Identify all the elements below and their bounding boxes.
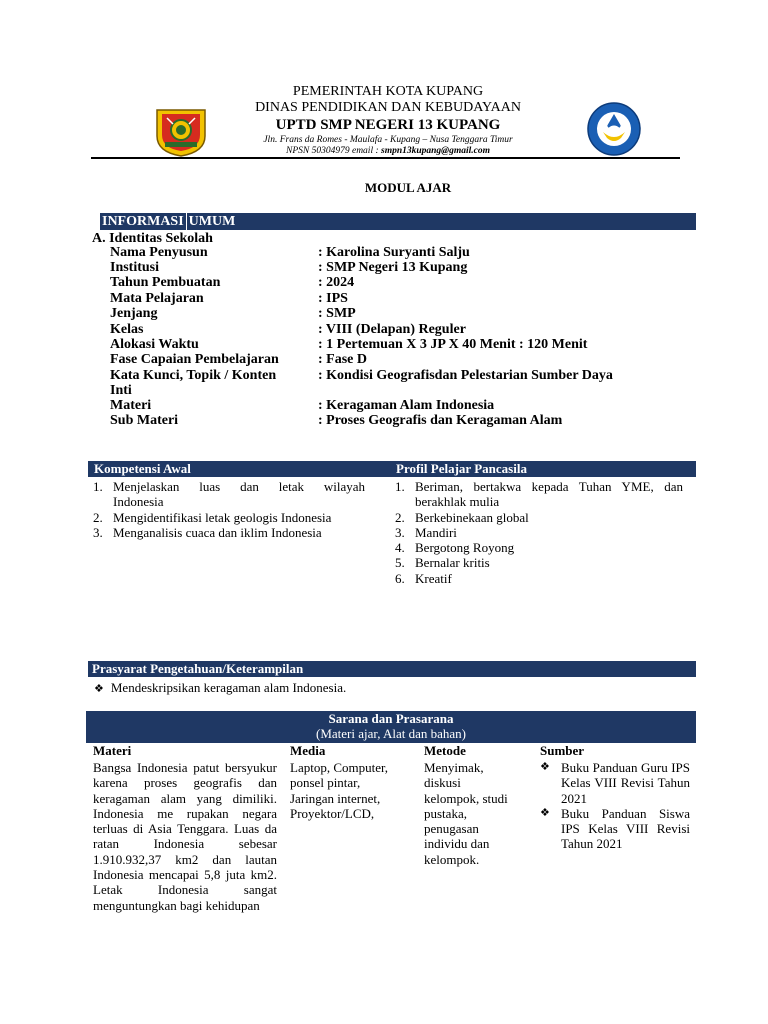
identitas-value: : VIII (Delapan) Reguler <box>318 322 466 337</box>
identitas-value: : Fase D <box>318 352 367 367</box>
identitas-value: : SMP <box>318 306 356 321</box>
sumber-text: Buku Panduan Guru IPS Kelas VIII Revisi Tahun 2021 <box>561 760 690 806</box>
identitas-value: : Karolina Suryanti Salju <box>318 245 470 260</box>
sumber-text: Buku Panduan Siswa IPS Kelas VIII Revisi Tahun 2021 <box>561 805 690 852</box>
metode-column <box>424 760 534 867</box>
list-text: Beriman, bertakwa kepada Tuhan YME, dan berakhlak mulia <box>415 479 683 510</box>
list-text: Kreatif <box>415 570 452 586</box>
list-text: Berkebinekaan global <box>415 509 529 525</box>
government-name: PEMERINTAH KOTA KUPANG <box>292 84 484 99</box>
school-name: UPTD SMP NEGERI 13 KUPANG <box>275 117 501 133</box>
sarana-subheading: (Materi ajar, Alat dan bahan) <box>316 726 466 741</box>
identitas-label: Materi <box>110 398 152 413</box>
diamond-bullet-icon: ❖ <box>94 683 104 695</box>
kompetensi-awal-heading: Kompetensi Awal <box>88 461 396 477</box>
list-text: Menjelaskan luas dan letak wilayah <box>113 479 365 494</box>
list-number: 1. <box>395 479 405 494</box>
list-number: 3. <box>93 524 103 540</box>
column-header-sumber: Sumber <box>540 743 585 758</box>
list-number: 5. <box>395 555 405 571</box>
list-number: 2. <box>93 509 103 525</box>
metode-line: diskusi <box>424 775 461 791</box>
list-number: 3. <box>395 524 405 540</box>
identitas-label: Mata Pelajaran <box>110 291 204 306</box>
list-text: Indonesia <box>113 494 164 510</box>
list-item <box>395 525 683 540</box>
identitas-value: : Kondisi Geografisdan Pelestarian Sumber Daya <box>318 368 613 383</box>
media-line: Jaringan internet, <box>290 790 381 806</box>
identitas-value: : SMP Negeri 13 Kupang <box>318 260 468 275</box>
list-text: Bernalar kritis <box>415 555 490 571</box>
list-item <box>93 510 365 525</box>
column-header-metode: Metode <box>424 743 466 758</box>
list-item <box>93 525 365 540</box>
info-band-part2: UMUM <box>188 214 236 229</box>
list-text: Mengidentifikasi letak geologis Indonesia <box>113 509 332 525</box>
kompetensi-list <box>93 479 365 540</box>
identitas-label: Nama Penyusun <box>110 245 208 260</box>
npsn-email <box>92 146 684 156</box>
list-text: Menganalisis cuaca dan iklim Indonesia <box>113 524 322 540</box>
identitas-label: Tahun Pembuatan <box>110 275 221 290</box>
list-item <box>93 479 365 510</box>
metode-line: kelompok. <box>424 851 480 867</box>
materi-text: Bangsa Indonesia patut bersyukur karena proses geografis dan keragaman alam yang dimiliki. Indonesia me rupakan negara terluas di Asia Tenggara. Luas da ratan Indonesia sebesar 1.910.932,37 km2 dan lautan Indonesia mencapai 5,8 juta km2. Letak Indonesia sangat menguntungkan bagi kehidupan <box>93 760 277 913</box>
sumber-item <box>540 806 690 852</box>
identitas-value: : Keragaman Alam Indonesia <box>318 398 495 413</box>
identitas-label: Jenjang <box>110 306 158 321</box>
prasyarat-item <box>94 680 346 696</box>
identitas-label: Institusi <box>110 260 160 275</box>
list-number: 2. <box>395 509 405 525</box>
identitas-value: : Proses Geografis dan Keragaman Alam <box>318 413 563 428</box>
sumber-item <box>540 760 690 806</box>
identitas-value: : IPS <box>318 291 348 306</box>
profil-pelajar-heading: Profil Pelajar Pancasila <box>390 461 696 477</box>
list-item <box>395 540 683 555</box>
identitas-heading: A. Identitas Sekolah <box>92 231 213 246</box>
media-column <box>290 760 420 821</box>
document-title: MODUL AJAR <box>364 180 452 195</box>
metode-line: individu dan <box>424 836 490 852</box>
list-item <box>395 479 683 510</box>
list-item <box>395 571 683 586</box>
list-item <box>395 555 683 570</box>
identitas-label: Kata Kunci, Topik / Konten Inti <box>110 368 277 398</box>
identitas-label: Fase Capaian Pembelajaran <box>110 352 279 367</box>
prasyarat-heading: Prasyarat Pengetahuan/Keterampilan <box>88 661 696 677</box>
identitas-value: : 2024 <box>318 275 355 290</box>
media-line: ponsel pintar, <box>290 775 361 791</box>
column-header-media: Media <box>290 743 326 758</box>
school-address: Jln. Frans da Romes - Maulafa - Kupang – Nusa Tenggara Timur <box>263 135 513 145</box>
list-text: Mandiri <box>415 524 457 540</box>
identitas-label: Alokasi Waktu <box>110 337 199 352</box>
list-item <box>395 510 683 525</box>
letterhead-divider <box>91 157 680 159</box>
media-line: Laptop, Computer, <box>290 760 389 775</box>
media-line: Proyektor/LCD, <box>290 805 375 821</box>
letterhead <box>92 84 684 160</box>
identitas-label: Kelas <box>110 322 144 337</box>
department-name: DINAS PENDIDIKAN DAN KEBUDAYAAN <box>255 100 521 115</box>
diamond-bullet-icon: ❖ <box>540 761 550 773</box>
list-number: 1. <box>93 479 103 494</box>
list-number: 4. <box>395 540 405 556</box>
email-link[interactable]: smpn13kupang@gmail.com <box>381 146 490 156</box>
list-number: 6. <box>395 570 405 586</box>
sarana-heading-band <box>86 711 696 743</box>
list-text: Bergotong Royong <box>415 540 515 556</box>
sarana-heading: Sarana dan Prasarana <box>328 711 454 726</box>
column-header-materi: Materi <box>93 743 132 758</box>
diamond-bullet-icon: ❖ <box>540 806 550 819</box>
identitas-label: Sub Materi <box>110 413 179 428</box>
profil-list <box>395 479 683 586</box>
identitas-value: : 1 Pertemuan X 3 JP X 40 Menit : 120 Menit <box>318 337 588 352</box>
info-band-part1: INFORMASI <box>100 213 187 230</box>
metode-line: pustaka, <box>424 805 467 821</box>
metode-line: Menyimak, <box>424 760 484 775</box>
npsn-text: NPSN 50304979 email : <box>286 146 381 156</box>
prasyarat-text: Mendeskripsikan keragaman alam Indonesia. <box>110 680 347 695</box>
metode-line: penugasan <box>424 821 479 837</box>
metode-line: kelompok, studi <box>424 790 508 806</box>
sumber-column <box>540 760 690 852</box>
info-umum-band <box>100 213 696 230</box>
